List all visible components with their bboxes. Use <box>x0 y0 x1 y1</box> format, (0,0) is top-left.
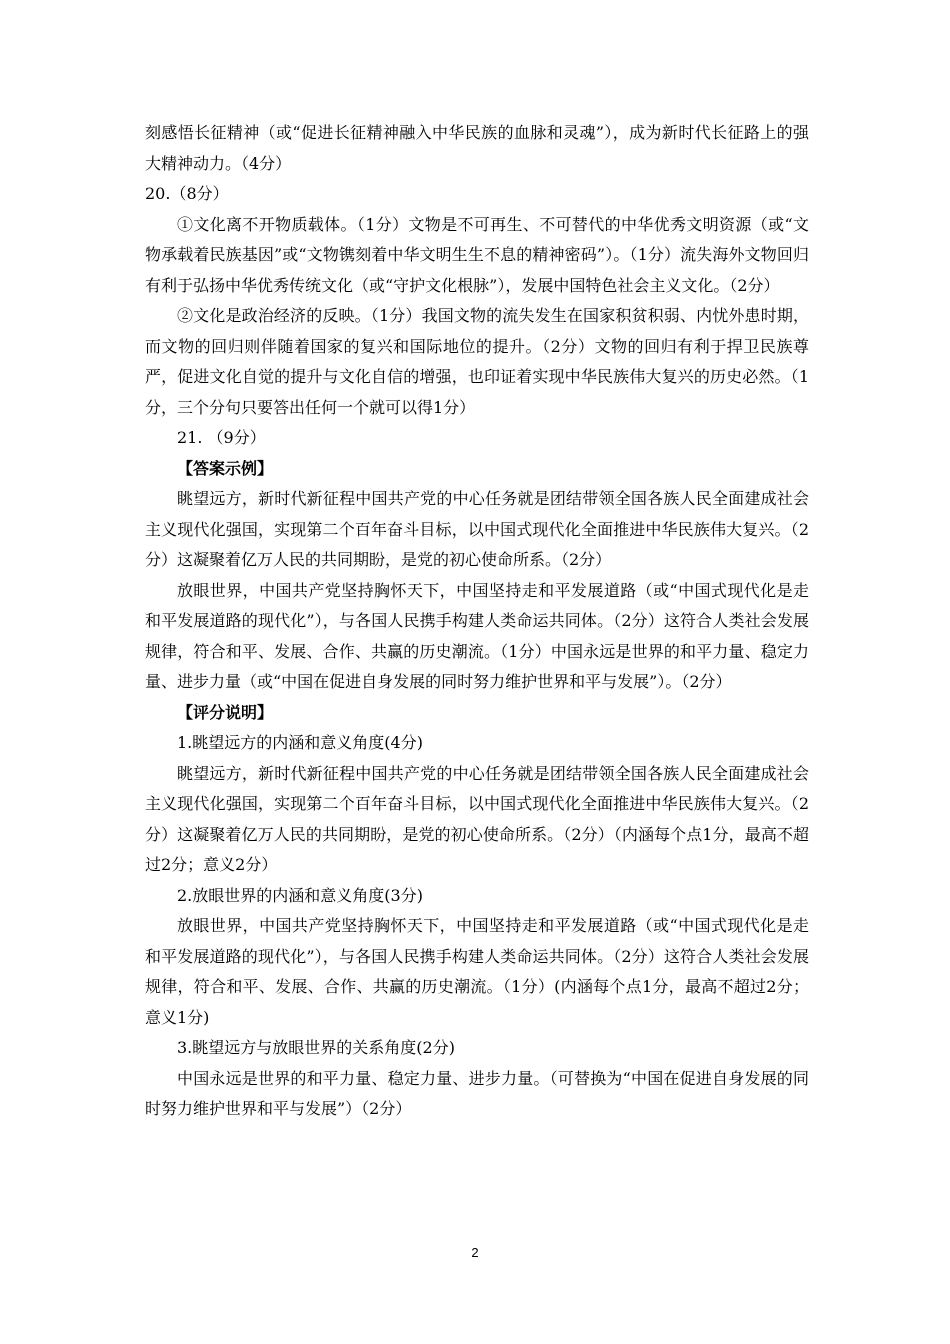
scoring-notes-heading: 【评分说明】 <box>177 702 274 722</box>
scoring-item-1-title: 1.眺望远方的内涵和意义角度(4分) <box>177 733 423 752</box>
question-21-heading: 21. （9分） <box>177 428 266 447</box>
answer-example-paragraph-2: 放眼世界，中国共产党坚持胸怀天下，中国坚持走和平发展道路（或“中国式现代化是走和平发展道路的现代化”），与各国人民携手构建人类命运共同体。（2分）这符合人类社会发展规律，符合和平、发展、合作、共赢的历史潮流。（1分）中国永远是世界的和平力量、稳定力量、进步力量（或“中国在促进自身发展的同时努力维护世界和平与发展”）。（2分） <box>145 580 809 691</box>
document-body <box>145 118 809 1125</box>
page-number: 2 <box>471 1245 479 1260</box>
scoring-item-2-title: 2.放眼世界的内涵和意义角度(3分) <box>177 885 423 905</box>
scoring-item-3-title: 3.眺望远方与放眼世界的关系角度(2分) <box>177 1038 455 1057</box>
paragraph-continuation: 刻感悟长征精神（或“促进长征精神融入中华民族的血脉和灵魂”），成为新时代长征路上的强大精神动力。（4分） <box>145 123 809 173</box>
scoring-item-2-body: 放眼世界，中国共产党坚持胸怀天下，中国坚持走和平发展道路（或“中国式现代化是走和平发展道路的现代化”），与各国人民携手构建人类命运共同体。（2分）这符合人类社会发展规律，符合和平、发展、合作、共赢的历史潮流。（1分）(内涵每个点1分，最高不超过2分；意义1分) <box>145 916 809 1027</box>
answer-20-point-1: ①文化离不开物质载体。（1分）文物是不可再生、不可替代的中华优秀文明资源（或“文物承载着民族基因”或“文物镌刻着中华文明生生不息的精神密码”）。（1分）流失海外文物回归有利于弘扬中华优秀传统文化（或“守护文化根脉”），发展中国特色社会主义文化。（2分） <box>145 214 809 295</box>
answer-20-point-2: ②文化是政治经济的反映。（1分）我国文物的流失发生在国家积贫积弱、内忧外患时期，而文物的回归则伴随着国家的复兴和国际地位的提升。（2分）文物的回归有利于捍卫民族尊严，促进文化自觉的提升与文化自信的增强，也印证着实现中华民族伟大复兴的历史必然。（1分，三个分句只要答出任何一个就可以得1分） <box>145 306 809 417</box>
answer-example-heading: 【答案示例】 <box>177 458 274 478</box>
scoring-item-1-body: 眺望远方，新时代新征程中国共产党的中心任务就是团结带领全国各族人民全面建成社会主义现代化强国，实现第二个百年奋斗目标，以中国式现代化全面推进中华民族伟大复兴。（2分）这凝聚着亿万人民的共同期盼，是党的初心使命所系。（2分）（内涵每个点1分，最高不超过2分；意义2分） <box>145 763 809 874</box>
answer-example-paragraph-1: 眺望远方，新时代新征程中国共产党的中心任务就是团结带领全国各族人民全面建成社会主义现代化强国，实现第二个百年奋斗目标，以中国式现代化全面推进中华民族伟大复兴。（2分）这凝聚着亿万人民的共同期盼，是党的初心使命所系。（2分） <box>145 489 809 569</box>
question-20-heading: 20.（8分） <box>145 184 229 203</box>
scoring-item-3-body: 中国永远是世界的和平力量、稳定力量、进步力量。（可替换为“中国在促进自身发展的同时努力维护世界和平与发展”）（2分） <box>145 1068 809 1118</box>
